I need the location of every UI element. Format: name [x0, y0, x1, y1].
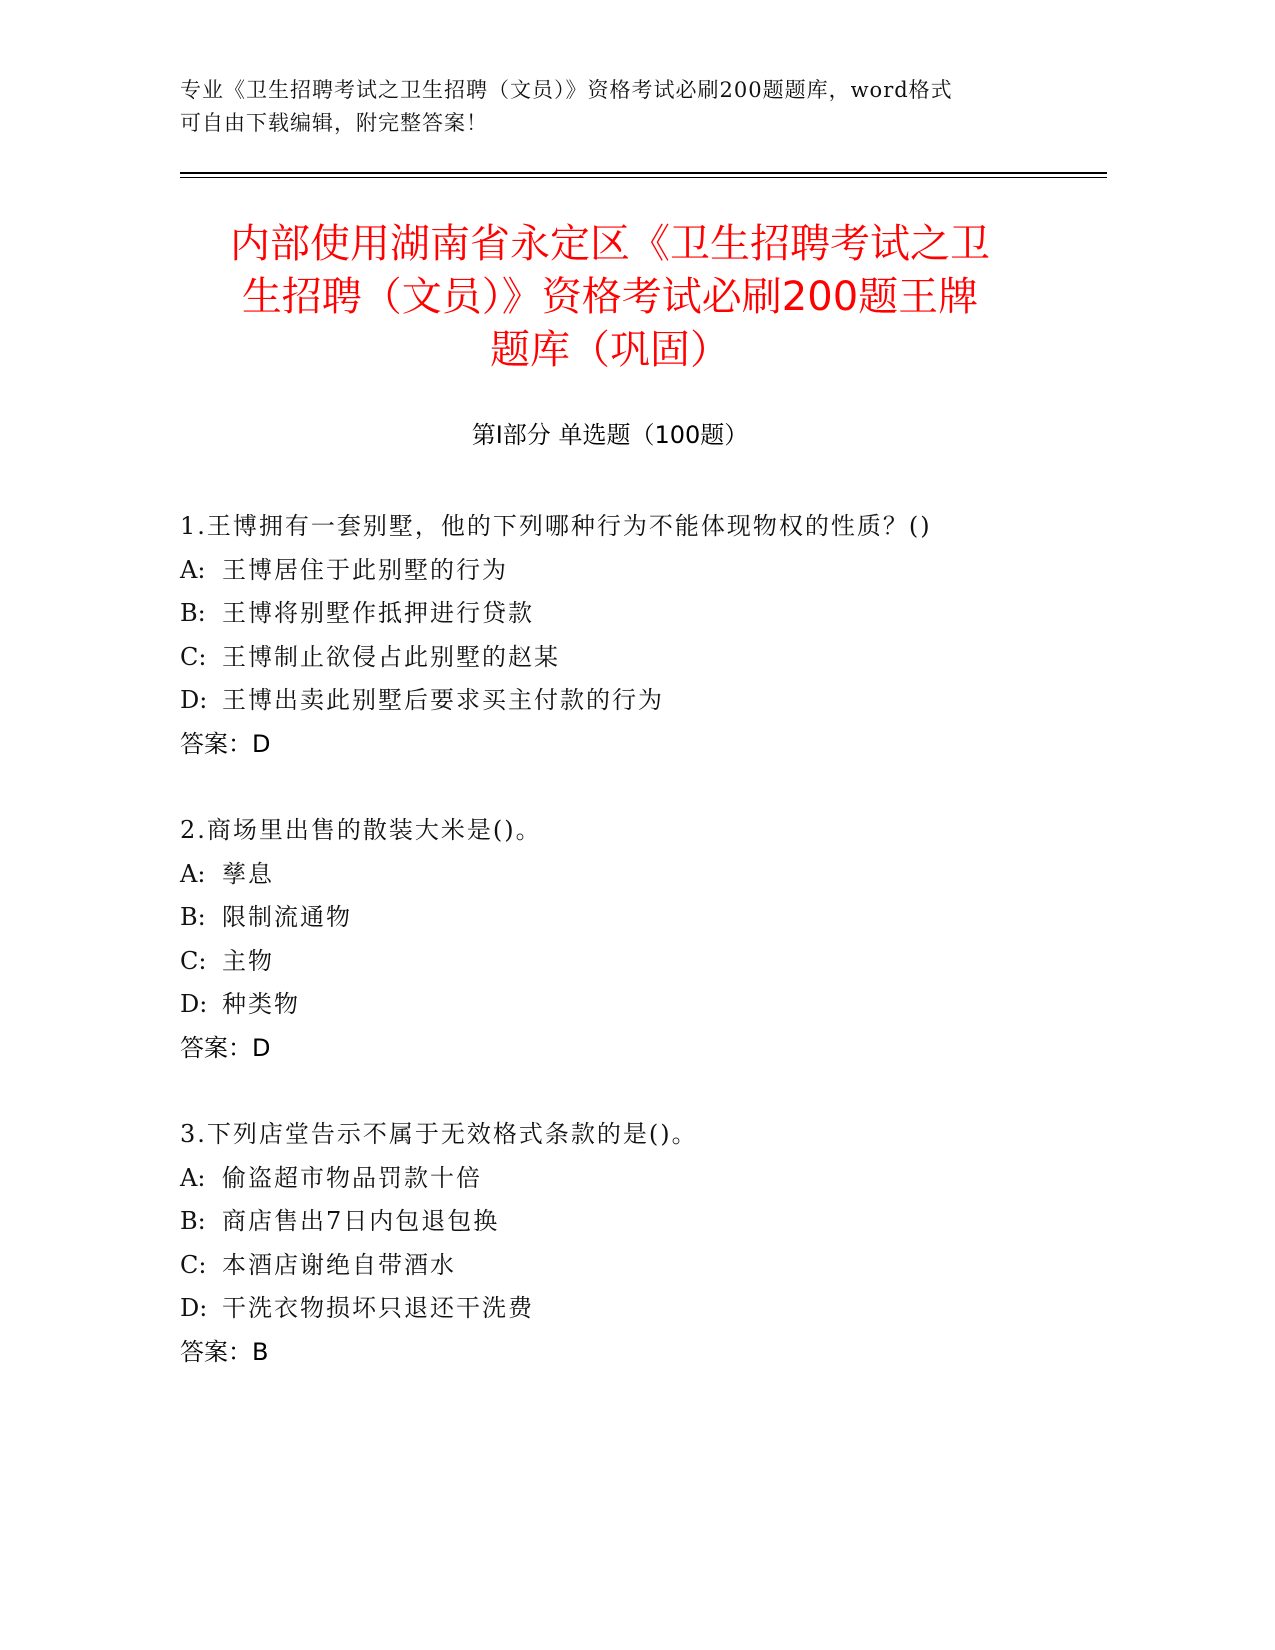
- option-letter: C:: [180, 1250, 207, 1279]
- header-note: [180, 74, 1040, 140]
- header-note-line-1: 专业《卫生招聘考试之卫生招聘（文员）》资格考试必刷200题题库，word格式: [180, 78, 953, 102]
- document-title: [180, 218, 1040, 377]
- option-letter: D:: [180, 1294, 208, 1322]
- question-stem: 3.下列店堂告示不属于无效格式条款的是()。: [180, 1120, 698, 1148]
- header-note-line-2: 可自由下载编辑，附完整答案！: [180, 111, 488, 135]
- header-divider-thick: [180, 172, 1107, 174]
- question-item: [180, 809, 1080, 1070]
- option-text: 孳息: [222, 859, 274, 888]
- answer-line: 答案：D: [180, 729, 271, 758]
- option-text: 种类物: [222, 990, 300, 1018]
- question-item: [180, 1113, 1080, 1374]
- answer-line: 答案：B: [180, 1337, 269, 1366]
- question-stem: 1.王博拥有一套别墅，他的下列哪种行为不能体现物权的性质？(): [180, 512, 932, 540]
- option-letter: A:: [180, 859, 206, 888]
- option-letter: D:: [180, 990, 208, 1018]
- document-title-line-2: 生招聘（文员）》资格考试必刷200题王牌: [241, 274, 979, 320]
- option-d: [180, 679, 1080, 723]
- option-a: [180, 549, 1080, 593]
- option-text: 商店售出7日内包退包换: [222, 1207, 500, 1235]
- option-letter: B:: [180, 1207, 206, 1235]
- option-text: 王博制止欲侵占此别墅的赵某: [222, 642, 560, 671]
- option-text: 本酒店谢绝自带酒水: [222, 1250, 456, 1279]
- option-letter: B:: [180, 903, 206, 931]
- option-letter: B:: [180, 599, 206, 627]
- option-text: 王博将别墅作抵押进行贷款: [222, 599, 534, 627]
- option-text: 主物: [222, 946, 274, 975]
- option-d: [180, 1287, 1080, 1331]
- option-letter: C:: [180, 642, 207, 671]
- question-stem: 2.商场里出售的散装大米是()。: [180, 816, 542, 844]
- option-b: [180, 896, 1080, 940]
- option-text: 干洗衣物损坏只退还干洗费: [222, 1294, 534, 1322]
- option-d: [180, 983, 1080, 1027]
- option-c: [180, 1244, 1080, 1288]
- document-title-line-3: 题库（巩固）: [490, 327, 730, 373]
- option-b: [180, 592, 1080, 636]
- option-text: 偷盗超市物品罚款十倍: [222, 1163, 482, 1192]
- question-list: [180, 505, 1080, 1417]
- option-letter: A:: [180, 1163, 206, 1192]
- option-letter: A:: [180, 555, 206, 584]
- option-a: [180, 1157, 1080, 1201]
- option-c: [180, 940, 1080, 984]
- option-text: 限制流通物: [222, 903, 352, 931]
- option-a: [180, 853, 1080, 897]
- question-item: [180, 505, 1080, 766]
- option-b: [180, 1200, 1080, 1244]
- answer-line: 答案：D: [180, 1033, 271, 1062]
- option-text: 王博居住于此别墅的行为: [222, 555, 508, 584]
- option-c: [180, 636, 1080, 680]
- option-letter: C:: [180, 946, 207, 975]
- header-divider-thin: [180, 177, 1107, 178]
- option-text: 王博出卖此别墅后要求买主付款的行为: [222, 686, 664, 714]
- section-heading: 第Ⅰ部分 单选题（100题）: [471, 421, 749, 449]
- document-title-line-1: 内部使用湖南省永定区《卫生招聘考试之卫: [230, 221, 990, 267]
- option-letter: D:: [180, 686, 208, 714]
